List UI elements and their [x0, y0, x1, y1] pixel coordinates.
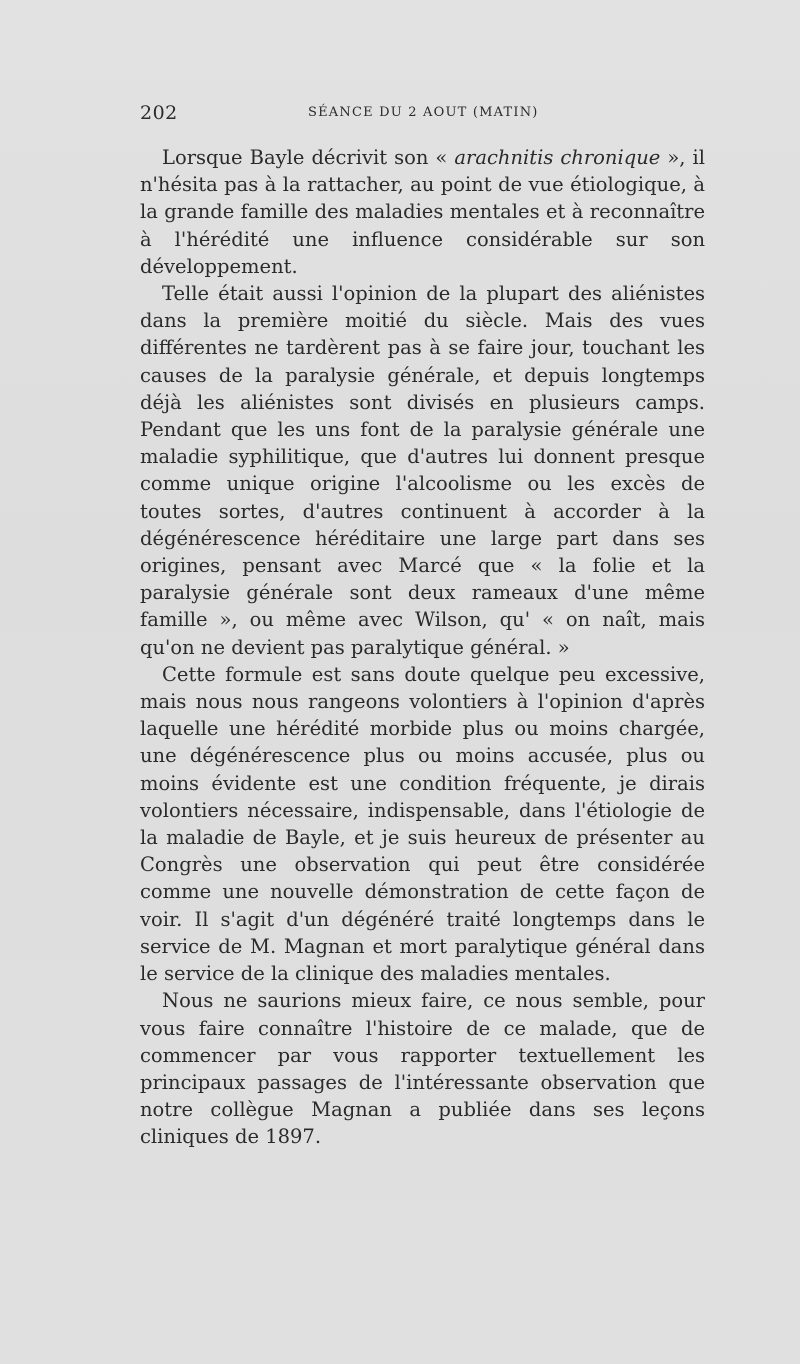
paragraph-3: Cette formule est sans doute quelque peu excessive, mais nous nous rangeons volontiers à l'opinion d'après laquelle une hérédité morbide plus ou moins chargée, une dégénérescence plus ou moins accusée, plus ou moins évidente est une condition fréquente, je dirais volontiers nécessaire, indispensable, dans l'étiologie de la maladie de Bayle, et je suis heureux de présenter au Congrès une observation qui peut être considérée comme une nouvelle démonstration de cette façon de voir. Il s'agit d'un dégénéré traité longtemps dans le service de M. Magnan et mort paralytique général dans le service de la clinique des maladies mentales.: [140, 662, 705, 986]
paragraph-2: Telle était aussi l'opinion de la plupart des aliénistes dans la première moitié du siècle. Mais des vues différentes ne tardèrent pas à se faire jour, touchant les causes de la paralysie générale, et depuis longtemps déjà les aliénistes sont divisés en plusieurs camps. Pendant que les uns font de la paralysie générale une maladie syphilitique, que d'autres lui donnent presque comme unique origine l'alcoolisme ou les excès de toutes sortes, d'autres continuent à accorder à la dégénérescence héréditaire une large part dans ses origines, pensant avec Marcé que « la folie et la paralysie générale sont deux rameaux d'une même famille », ou même avec Wilson, qu' « on naît, mais qu'on ne devient pas paralytique général. »: [140, 282, 705, 659]
body-text: [140, 144, 705, 1151]
paragraph-1-before: Lorsque Bayle décrivit son «: [162, 146, 455, 169]
page-number: 202: [140, 102, 178, 124]
running-head-title: SÉANCE DU 2 AOUT (MATIN): [308, 105, 539, 120]
running-head: [140, 102, 705, 132]
paragraph-4: Nous ne saurions mieux faire, ce nous semble, pour vous faire connaître l'histoire de ce malade, que de commencer par vous rapporter textuellement les principaux passages de l'intéressante observation que notre collègue Magnan a publiée dans ses leçons cliniques de 1897.: [140, 989, 705, 1149]
paragraph-1: [140, 144, 705, 280]
paragraph-1-italic: arachnitis chronique: [454, 146, 661, 169]
paragraph-1-after: », il n'hésita pas à la rattacher, au point de vue étiologique, à la grande famille des maladies mentales et à reconnaître à l'hérédité une influence considérable sur son développement.: [140, 146, 706, 278]
